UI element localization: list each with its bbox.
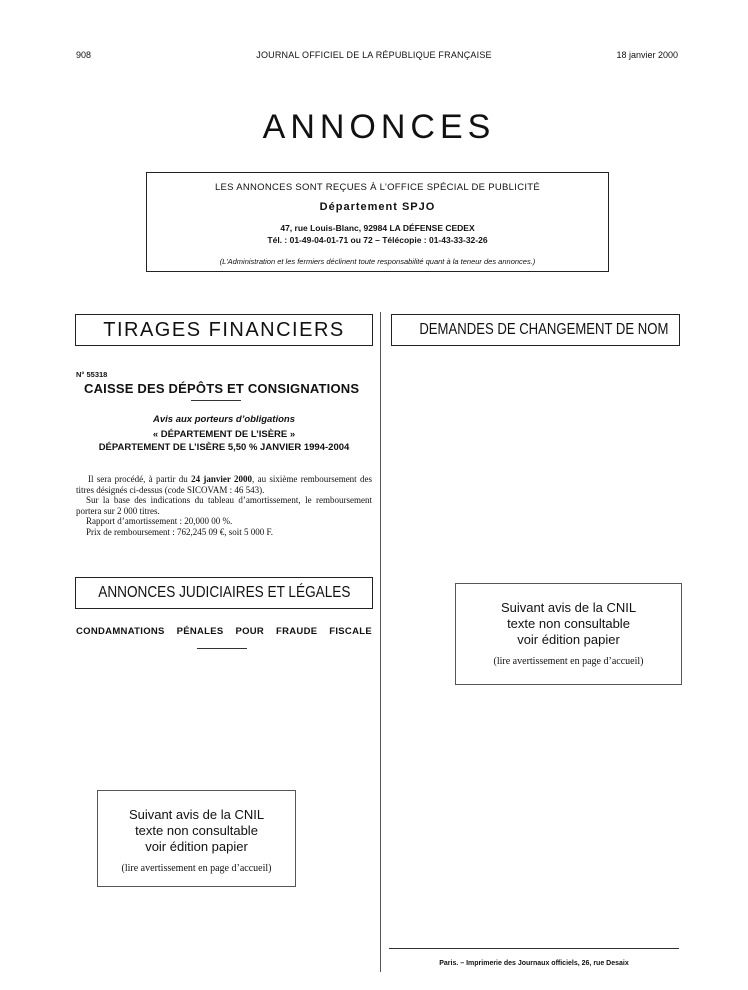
avis-heading: Avis aux porteurs d’obligations bbox=[153, 414, 295, 425]
para1-date: 24 janvier 2000 bbox=[191, 474, 253, 484]
cnil-line-2: texte non consultable bbox=[135, 823, 258, 838]
journal-title: JOURNAL OFFICIEL DE LA RÉPUBLIQUE FRANÇAISE bbox=[256, 50, 492, 60]
paragraph-4: Prix de remboursement : 762,245 09 €, soit 5 000 F. bbox=[86, 526, 274, 537]
divider-short bbox=[191, 400, 241, 401]
cnil-line-1: Suivant avis de la CNIL bbox=[500, 600, 637, 615]
department-line: Département SPJO bbox=[319, 201, 436, 213]
notice-number: N° 55318 bbox=[76, 370, 108, 379]
cnil-notice-right bbox=[455, 583, 682, 685]
column-divider bbox=[380, 312, 381, 972]
para1-text: Il sera procédé, à partir du bbox=[88, 474, 192, 484]
notice-body bbox=[76, 474, 372, 538]
paragraph-3: Rapport d’amortissement : 20,000 00 %. bbox=[86, 516, 233, 527]
cnil-line-3: voir édition papier bbox=[517, 632, 620, 647]
paragraph-1 bbox=[76, 474, 372, 495]
divider-short bbox=[197, 648, 247, 649]
paragraph-2: Sur la base des indications du tableau d’amortissement, le remboursement portera sur 2 000 titres. bbox=[76, 495, 372, 516]
section-title-changement-nom-text: DEMANDES DE CHANGEMENT DE NOM bbox=[419, 321, 669, 338]
publicity-office-box bbox=[146, 172, 609, 272]
page-number: 908 bbox=[76, 50, 92, 60]
address-line: 47, rue Louis-Blanc, 92984 LA DÉFENSE CEDEX bbox=[280, 223, 475, 233]
disclaimer-line: (L’Administration et les fermiers déclinent toute responsabilité quant à la teneur des annonces.) bbox=[219, 257, 536, 266]
para1-text-end: , au sixième remboursement des titres désignés ci-dessus (code SICOVAM : 46 543). bbox=[76, 474, 372, 495]
section-title-tirages: TIRAGES FINANCIERS bbox=[75, 314, 373, 346]
section-title-changement-nom bbox=[391, 314, 680, 346]
section-title-judiciaires bbox=[75, 577, 373, 609]
avis-department: « DÉPARTEMENT DE L’ISÈRE » bbox=[152, 429, 296, 440]
issue-date: 18 janvier 2000 bbox=[616, 50, 678, 60]
subheading-condamnations: CONDAMNATIONS PÉNALES POUR FRAUDE FISCALE bbox=[76, 626, 372, 637]
cnil-line-3: voir édition papier bbox=[145, 839, 248, 854]
footer-rule bbox=[389, 948, 679, 949]
organization-name: CAISSE DES DÉPÔTS ET CONSIGNATIONS bbox=[84, 381, 360, 396]
cnil-note: (lire avertissement en page d’accueil) bbox=[493, 656, 644, 667]
page-title: ANNONCES bbox=[262, 108, 496, 146]
section-title-judiciaires-text: ANNONCES JUDICIAIRES ET LÉGALES bbox=[98, 584, 351, 601]
cnil-line-2: texte non consultable bbox=[507, 616, 630, 631]
avis-bond: DÉPARTEMENT DE L’ISÈRE 5,50 % JANVIER 1994-2004 bbox=[98, 442, 350, 453]
cnil-notice-left bbox=[97, 790, 296, 887]
office-line: LES ANNONCES SONT REÇUES À L’OFFICE SPÉCIAL DE PUBLICITÉ bbox=[214, 182, 541, 193]
printer-footer: Paris. – Imprimerie des Journaux officiels, 26, rue Desaix bbox=[439, 960, 629, 967]
cnil-note: (lire avertissement en page d’accueil) bbox=[121, 863, 272, 874]
cnil-line-1: Suivant avis de la CNIL bbox=[128, 807, 265, 822]
phone-line: Tél. : 01-49-04-01-71 ou 72 – Télécopie : 01-43-33-32-26 bbox=[267, 235, 488, 245]
